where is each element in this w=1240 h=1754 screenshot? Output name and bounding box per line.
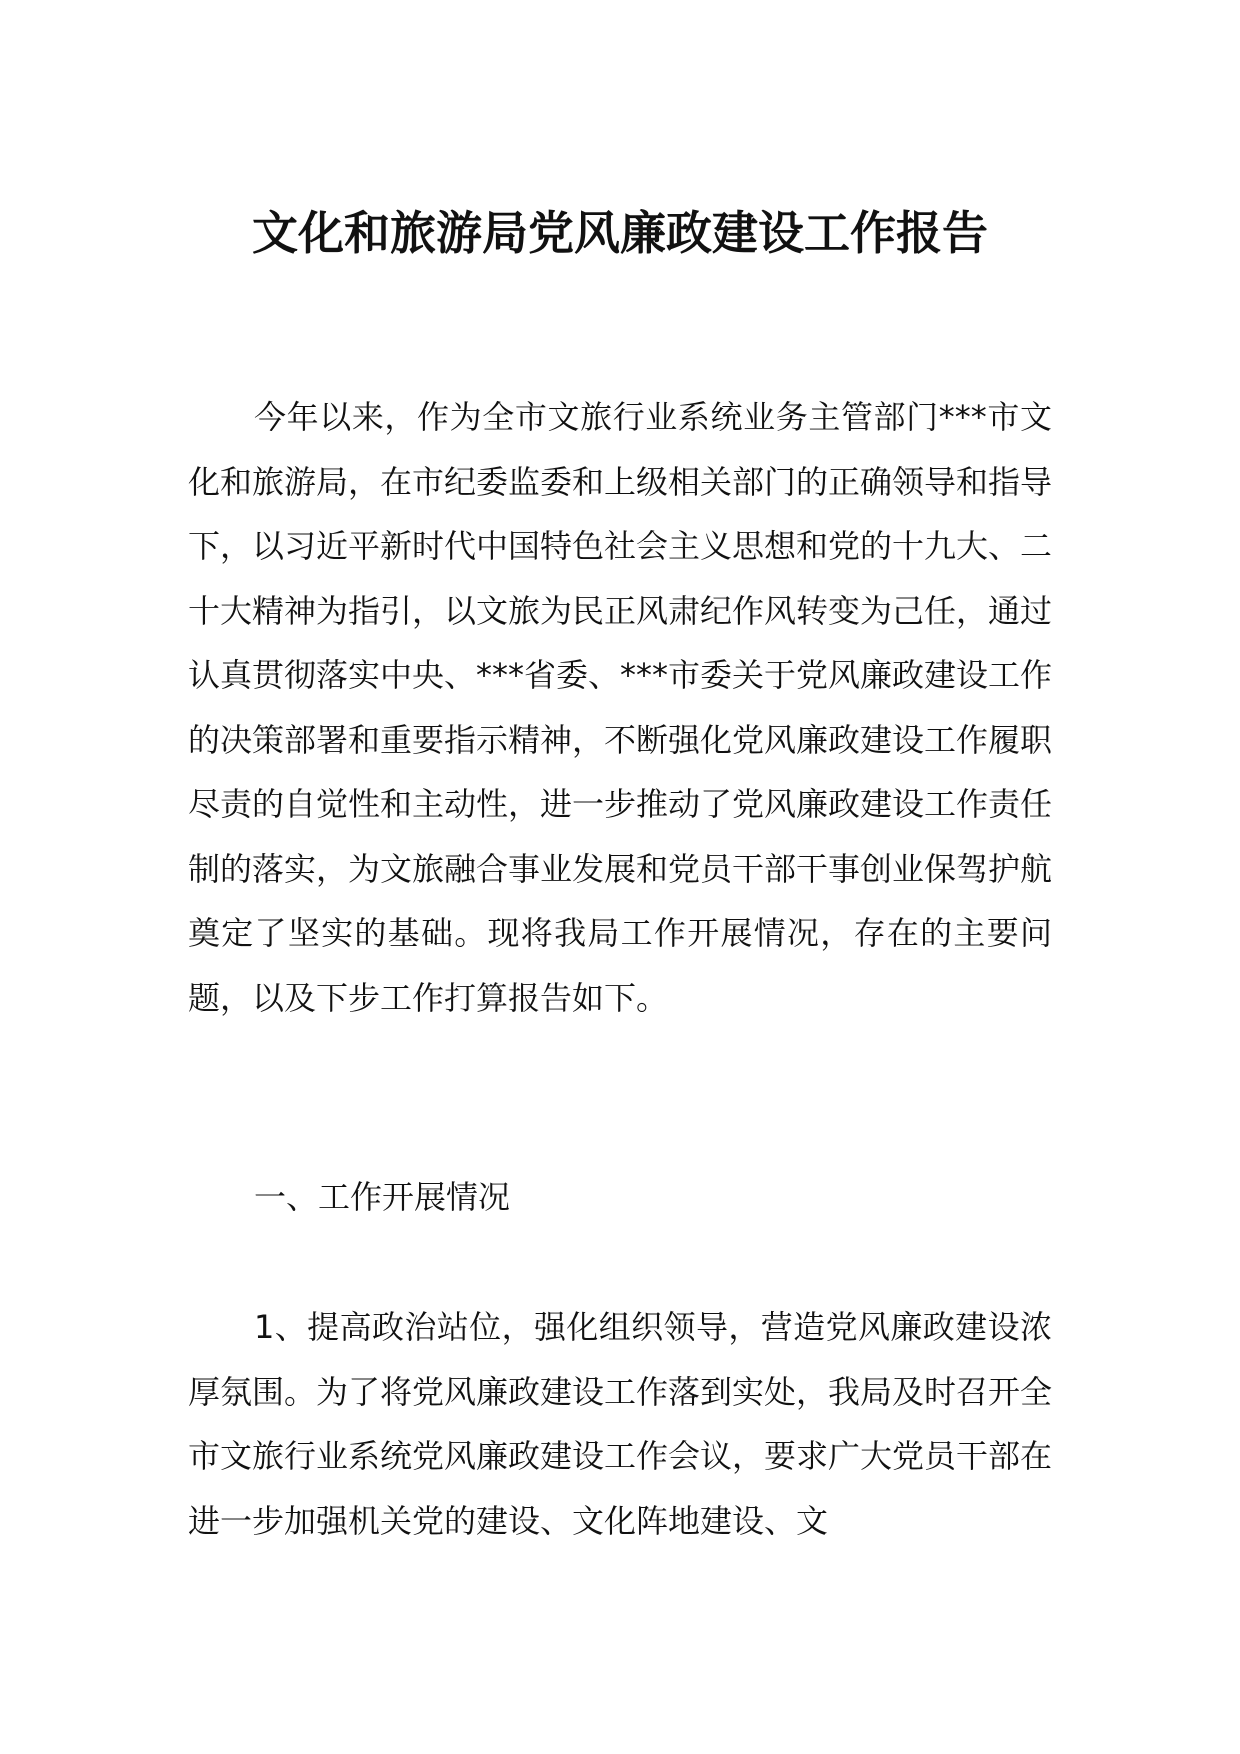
intro-paragraph: 今年以来，作为全市文旅行业系统业务主管部门***市文化和旅游局，在市纪委监委和上级相关部门的正确领导和指导下，以习近平新时代中国特色社会主义思想和党的十九大、二十大精神为指引，以文旅为民正风肃纪作风转变为己任，通过认真贯彻落实中央、***省委、***市委关于党风廉政建设工作的决策部署和重要指示精神，不断强化党风廉政建设工作履职尽责的自觉性和主动性，进一步推动了党风廉政建设工作责任制的落实，为文旅融合事业发展和党员干部干事创业保驾护航奠定了坚实的基础。现将我局工作开展情况，存在的主要问题，以及下步工作打算报告如下。 <box>188 398 1053 1017</box>
section-1-paragraph: 1、提高政治站位，强化组织领导，营造党风廉政建设浓厚氛围。为了将党风廉政建设工作落到实处，我局及时召开全市文旅行业系统党风廉政建设工作会议，要求广大党员干部在进一步加强机关党的建设、文化阵地建设、文 <box>188 1308 1053 1540</box>
section-heading-work-progress: 一、工作开展情况 <box>254 1178 511 1216</box>
document-title: 文化和旅游局党风廉政建设工作报告 <box>252 206 988 260</box>
